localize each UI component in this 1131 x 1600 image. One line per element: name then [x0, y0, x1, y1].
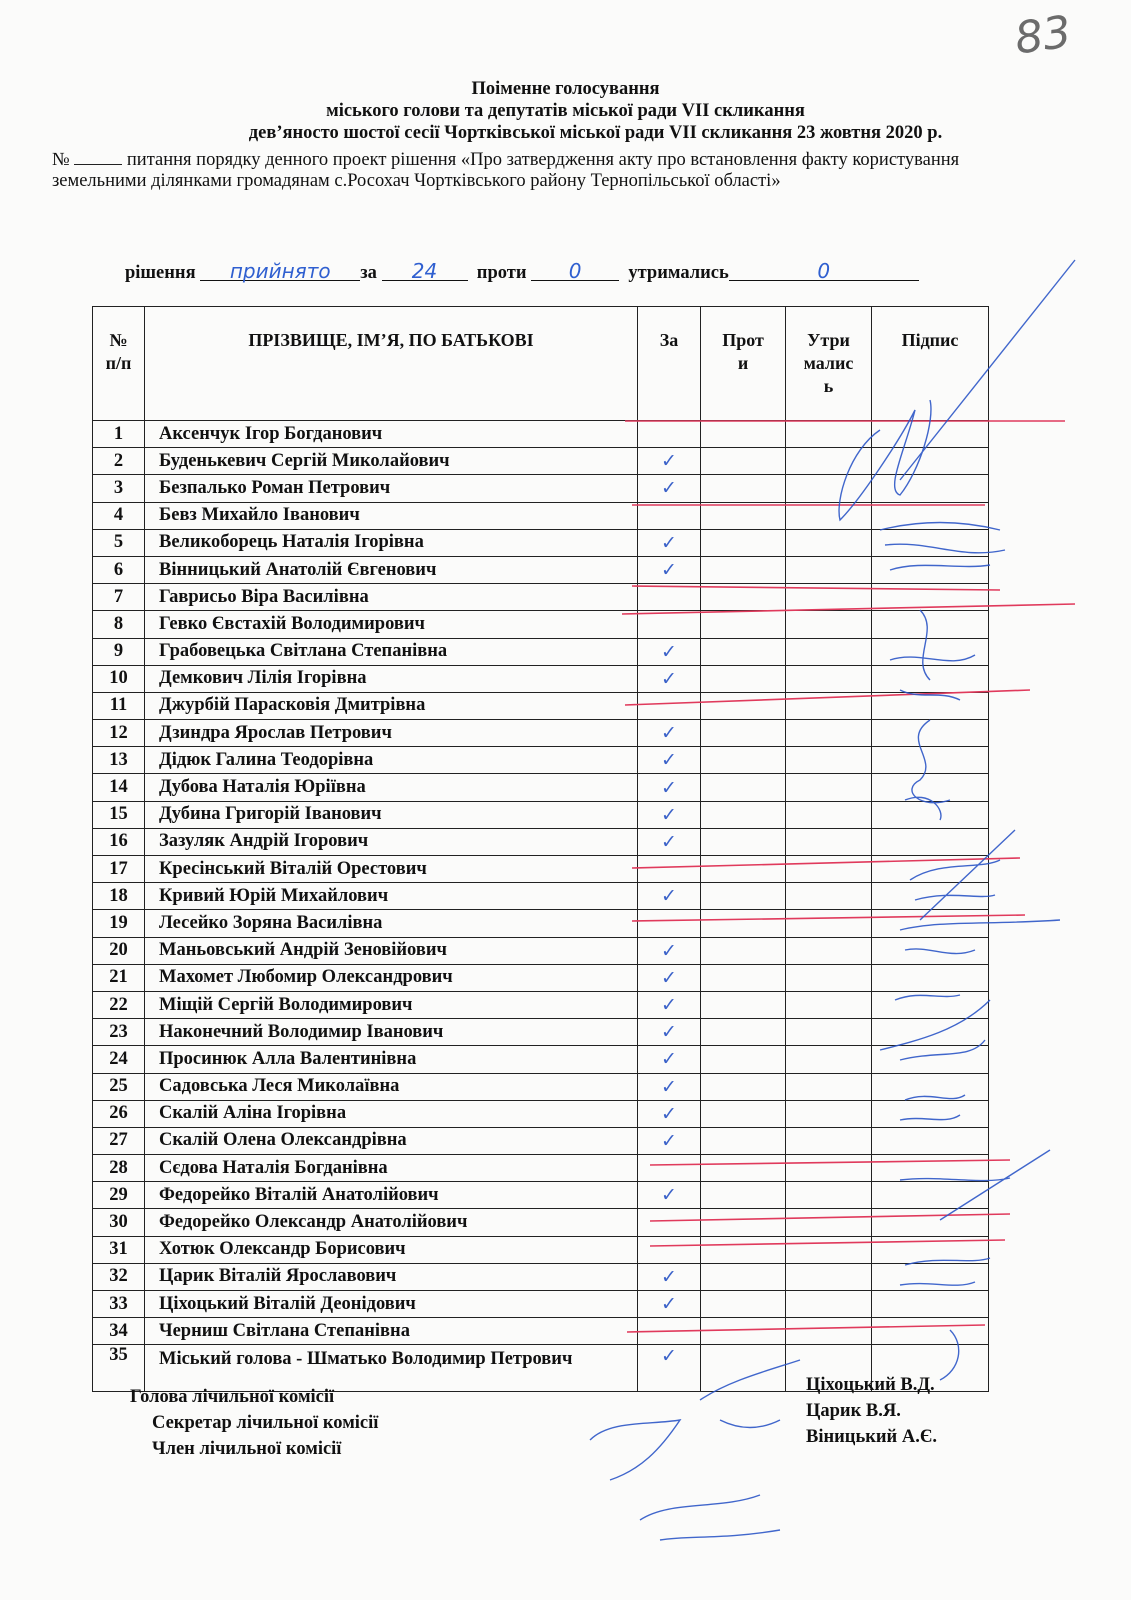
- vote-for: [638, 910, 701, 937]
- vote-for: ✓: [638, 1182, 701, 1209]
- vote-for: ✓: [638, 937, 701, 964]
- header-session: дев’яносто шостої сесії Чортківської міської ради VII скликання 23 жовтня 2020 р.: [248, 123, 943, 143]
- vote-against: [701, 611, 786, 638]
- abstained-label: утримались: [628, 263, 729, 283]
- table-row: [93, 856, 989, 883]
- vote-abstained: [786, 1155, 872, 1182]
- table-row: [93, 611, 989, 638]
- vote-for: ✓: [638, 720, 701, 747]
- abstained-count: 0: [729, 262, 919, 281]
- vote-abstained: [786, 1046, 872, 1073]
- header-against: Прот и: [701, 307, 786, 421]
- deputy-name: Хотюк Олександр Борисович: [145, 1236, 638, 1263]
- deputy-name: Міський голова - Шматько Володимир Петрович: [145, 1345, 638, 1392]
- signature-cell: [872, 828, 989, 855]
- vote-against: [701, 665, 786, 692]
- vote-for: ✓: [638, 774, 701, 801]
- signature-cell: [872, 1209, 989, 1236]
- deputy-name: Сєдова Наталія Богданівна: [145, 1155, 638, 1182]
- signature-cell: [872, 910, 989, 937]
- deputy-name: Дідюк Галина Теодорівна: [145, 747, 638, 774]
- signature-cell: [872, 529, 989, 556]
- signature-cell: [872, 937, 989, 964]
- deputy-name: Кривий Юрій Михайлович: [145, 883, 638, 910]
- member-name: Віницький А.Є.: [806, 1427, 937, 1447]
- vote-abstained: [786, 747, 872, 774]
- row-number: 14: [93, 774, 145, 801]
- deputy-name: Махомет Любомир Олександрович: [145, 964, 638, 991]
- signature-cell: [872, 801, 989, 828]
- deputy-name: Скалій Олена Олександрівна: [145, 1127, 638, 1154]
- deputy-name: Маньовський Андрій Зеновійович: [145, 937, 638, 964]
- row-number: 33: [93, 1291, 145, 1318]
- signature-cell: [872, 556, 989, 583]
- deputy-name: Вінницький Анатолій Євгенович: [145, 556, 638, 583]
- signature-cell: [872, 1046, 989, 1073]
- deputy-name: Кресінський Віталій Орестович: [145, 856, 638, 883]
- vote-abstained: [786, 1100, 872, 1127]
- deputy-name: Ціхоцький Віталій Деонідович: [145, 1291, 638, 1318]
- row-number: 7: [93, 584, 145, 611]
- row-number: 12: [93, 720, 145, 747]
- vote-against: [701, 774, 786, 801]
- vote-for: [638, 856, 701, 883]
- vote-abstained: [786, 774, 872, 801]
- vote-against: [701, 1100, 786, 1127]
- vote-abstained: [786, 883, 872, 910]
- vote-against: [701, 1263, 786, 1290]
- table-row: [93, 991, 989, 1018]
- for-count: 24: [382, 262, 468, 281]
- vote-against: [701, 1209, 786, 1236]
- header-name: ПРІЗВИЩЕ, ІМ’Я, ПО БАТЬКОВІ: [145, 307, 638, 421]
- vote-against: [701, 1155, 786, 1182]
- vote-abstained: [786, 665, 872, 692]
- deputy-name: Безпалько Роман Петрович: [145, 475, 638, 502]
- vote-abstained: [786, 502, 872, 529]
- row-number: 20: [93, 937, 145, 964]
- row-number: 35: [93, 1345, 145, 1392]
- agenda-prefix: №: [52, 150, 70, 170]
- vote-against: [701, 883, 786, 910]
- row-number: 1: [93, 421, 145, 448]
- vote-against: [701, 1073, 786, 1100]
- row-number: 29: [93, 1182, 145, 1209]
- signature-cell: [872, 448, 989, 475]
- vote-abstained: [786, 448, 872, 475]
- row-number: 9: [93, 638, 145, 665]
- table-row: [93, 774, 989, 801]
- signature-cell: [872, 856, 989, 883]
- vote-for: ✓: [638, 475, 701, 502]
- vote-against: [701, 1046, 786, 1073]
- vote-abstained: [786, 720, 872, 747]
- row-number: 27: [93, 1127, 145, 1154]
- header-subtitle: міського голови та депутатів міської ради VII скликання: [326, 101, 805, 121]
- signature-cell: [872, 584, 989, 611]
- vote-against: [701, 448, 786, 475]
- vote-abstained: [786, 937, 872, 964]
- table-row: [93, 556, 989, 583]
- deputy-name: Наконечний Володимир Іванович: [145, 1019, 638, 1046]
- vote-against: [701, 937, 786, 964]
- deputy-name: Буденькевич Сергій Миколайович: [145, 448, 638, 475]
- row-number: 3: [93, 475, 145, 502]
- table-row: [93, 1100, 989, 1127]
- vote-against: [701, 1182, 786, 1209]
- vote-for: ✓: [638, 1291, 701, 1318]
- vote-abstained: [786, 964, 872, 991]
- vote-for: [638, 611, 701, 638]
- vote-against: [701, 529, 786, 556]
- signature-cell: [872, 1019, 989, 1046]
- vote-for: ✓: [638, 828, 701, 855]
- row-number: 26: [93, 1100, 145, 1127]
- row-number: 19: [93, 910, 145, 937]
- row-number: 30: [93, 1209, 145, 1236]
- deputy-name: Міщій Сергій Володимирович: [145, 991, 638, 1018]
- row-number: 21: [93, 964, 145, 991]
- signature-cell: [872, 665, 989, 692]
- vote-for: ✓: [638, 1345, 701, 1392]
- vote-abstained: [786, 1019, 872, 1046]
- row-number: 10: [93, 665, 145, 692]
- signature-cell: [872, 1182, 989, 1209]
- vote-abstained: [786, 1073, 872, 1100]
- vote-against: [701, 991, 786, 1018]
- signature-cell: [872, 475, 989, 502]
- vote-abstained: [786, 421, 872, 448]
- row-number: 23: [93, 1019, 145, 1046]
- signature-cell: [872, 1318, 989, 1345]
- vote-for: ✓: [638, 556, 701, 583]
- table-row: [93, 421, 989, 448]
- signature-cell: [872, 1127, 989, 1154]
- decision-line: [125, 259, 1005, 284]
- vote-against: [701, 1236, 786, 1263]
- deputy-name: Просинюк Алла Валентинівна: [145, 1046, 638, 1073]
- table-header-row: [93, 307, 989, 421]
- vote-for: [638, 1155, 701, 1182]
- agenda-number-blank: [74, 150, 122, 165]
- vote-against: [701, 1291, 786, 1318]
- table-row: [93, 964, 989, 991]
- chair-label: Голова лічильної комісії: [130, 1387, 335, 1407]
- deputy-name: Великоборець Наталія Ігорівна: [145, 529, 638, 556]
- signature-cell: [872, 611, 989, 638]
- decision-value: прийнято: [200, 262, 360, 281]
- deputy-name: Дубина Григорій Іванович: [145, 801, 638, 828]
- against-count: 0: [531, 262, 619, 281]
- vote-for: ✓: [638, 638, 701, 665]
- signature-cell: [872, 502, 989, 529]
- deputy-name: Джурбій Парасковія Дмитрівна: [145, 692, 638, 719]
- table-row: [93, 1073, 989, 1100]
- vote-for: [638, 1209, 701, 1236]
- vote-against: [701, 964, 786, 991]
- deputy-name: Дубова Наталія Юріївна: [145, 774, 638, 801]
- vote-abstained: [786, 692, 872, 719]
- table-row: [93, 448, 989, 475]
- signature-cell: [872, 991, 989, 1018]
- vote-abstained: [786, 801, 872, 828]
- table-row: [93, 665, 989, 692]
- vote-abstained: [786, 1209, 872, 1236]
- signature-cell: [872, 1236, 989, 1263]
- vote-against: [701, 1318, 786, 1345]
- signature-cell: [872, 1291, 989, 1318]
- vote-for: [638, 584, 701, 611]
- table-row: [93, 801, 989, 828]
- vote-for: [638, 421, 701, 448]
- vote-abstained: [786, 1182, 872, 1209]
- signature-cell: [872, 720, 989, 747]
- vote-abstained: [786, 1236, 872, 1263]
- vote-for: ✓: [638, 1046, 701, 1073]
- vote-for: ✓: [638, 801, 701, 828]
- deputy-name: Скалій Аліна Ігорівна: [145, 1100, 638, 1127]
- table-row: [93, 638, 989, 665]
- signature-cell: [872, 964, 989, 991]
- vote-against: [701, 801, 786, 828]
- table-row: [93, 1318, 989, 1345]
- row-number: 5: [93, 529, 145, 556]
- vote-abstained: [786, 910, 872, 937]
- vote-for: ✓: [638, 1127, 701, 1154]
- vote-abstained: [786, 1263, 872, 1290]
- signature-cell: [872, 421, 989, 448]
- row-number: 2: [93, 448, 145, 475]
- table-row: [93, 692, 989, 719]
- vote-for: [638, 1236, 701, 1263]
- vote-for: ✓: [638, 529, 701, 556]
- vote-abstained: [786, 556, 872, 583]
- vote-for: ✓: [638, 1100, 701, 1127]
- against-label: проти: [476, 263, 527, 283]
- header-title: Поіменне голосування: [471, 79, 660, 99]
- row-number: 8: [93, 611, 145, 638]
- vote-abstained: [786, 1291, 872, 1318]
- signature-cell: [872, 1073, 989, 1100]
- member-label: Член лічильної комісії: [152, 1439, 342, 1459]
- vote-abstained: [786, 1318, 872, 1345]
- chair-name: Ціхоцький В.Д.: [806, 1375, 935, 1395]
- vote-against: [701, 1019, 786, 1046]
- vote-for: ✓: [638, 747, 701, 774]
- vote-against: [701, 475, 786, 502]
- table-row: [93, 1291, 989, 1318]
- vote-abstained: [786, 828, 872, 855]
- row-number: 17: [93, 856, 145, 883]
- vote-against: [701, 502, 786, 529]
- vote-table: [92, 306, 989, 1392]
- document-header: [0, 78, 1131, 144]
- table-row: [93, 1236, 989, 1263]
- vote-against: [701, 1127, 786, 1154]
- signature-cell: [872, 638, 989, 665]
- counting-commission: [130, 1384, 378, 1462]
- row-number: 16: [93, 828, 145, 855]
- deputy-name: Садовська Леся Миколаївна: [145, 1073, 638, 1100]
- agenda-text: питання порядку денного проект рішення «Про затвердження акту про встановлення факту користування земельними ділянками громадянам с.Росохач Чортківського району Тернопільської області»: [52, 150, 960, 191]
- vote-against: [701, 910, 786, 937]
- row-number: 18: [93, 883, 145, 910]
- vote-against: [701, 421, 786, 448]
- vote-for: ✓: [638, 1073, 701, 1100]
- deputy-name: Гевко Євстахій Володимирович: [145, 611, 638, 638]
- secretary-label: Секретар лічильної комісії: [152, 1413, 379, 1433]
- table-row: [93, 1209, 989, 1236]
- row-number: 32: [93, 1263, 145, 1290]
- deputy-name: Бевз Михайло Іванович: [145, 502, 638, 529]
- for-label: за: [360, 263, 377, 283]
- row-number: 28: [93, 1155, 145, 1182]
- row-number: 25: [93, 1073, 145, 1100]
- vote-abstained: [786, 856, 872, 883]
- vote-against: [701, 856, 786, 883]
- vote-against: [701, 584, 786, 611]
- header-number: № п/п: [93, 307, 145, 421]
- row-number: 11: [93, 692, 145, 719]
- table-row: [93, 529, 989, 556]
- deputy-name: Гаврисьо Віра Василівна: [145, 584, 638, 611]
- row-number: 6: [93, 556, 145, 583]
- vote-for: ✓: [638, 883, 701, 910]
- header-signature: Підпис: [872, 307, 989, 421]
- vote-against: [701, 638, 786, 665]
- signature-cell: [872, 774, 989, 801]
- vote-against: [701, 720, 786, 747]
- vote-against: [701, 692, 786, 719]
- page-number-handwritten: 83: [1011, 6, 1075, 65]
- vote-against: [701, 1345, 786, 1392]
- table-row: [93, 1182, 989, 1209]
- vote-for: ✓: [638, 991, 701, 1018]
- signature-cell: [872, 1100, 989, 1127]
- commission-members: [806, 1372, 937, 1450]
- vote-abstained: [786, 584, 872, 611]
- table-row: [93, 937, 989, 964]
- row-number: 15: [93, 801, 145, 828]
- vote-for: ✓: [638, 1263, 701, 1290]
- vote-abstained: [786, 1127, 872, 1154]
- table-row: [93, 1019, 989, 1046]
- table-row: [93, 475, 989, 502]
- row-number: 22: [93, 991, 145, 1018]
- deputy-name: Лесейко Зоряна Василівна: [145, 910, 638, 937]
- row-number: 31: [93, 1236, 145, 1263]
- table-row: [93, 883, 989, 910]
- vote-against: [701, 556, 786, 583]
- header-for: За: [638, 307, 701, 421]
- vote-for: [638, 502, 701, 529]
- vote-for: [638, 692, 701, 719]
- table-row: [93, 828, 989, 855]
- vote-against: [701, 828, 786, 855]
- signature-cell: [872, 883, 989, 910]
- table-row: [93, 502, 989, 529]
- decision-label: рішення: [125, 263, 196, 283]
- deputy-name: Грабовецька Світлана Степанівна: [145, 638, 638, 665]
- vote-abstained: [786, 991, 872, 1018]
- table-row: [93, 1263, 989, 1290]
- row-number: 24: [93, 1046, 145, 1073]
- table-row: [93, 1155, 989, 1182]
- deputy-name: Царик Віталій Ярославович: [145, 1263, 638, 1290]
- deputy-name: Демкович Лілія Ігорівна: [145, 665, 638, 692]
- vote-abstained: [786, 529, 872, 556]
- vote-for: [638, 1318, 701, 1345]
- secretary-name: Царик В.Я.: [806, 1401, 901, 1421]
- vote-for: ✓: [638, 665, 701, 692]
- signature-cell: [872, 1263, 989, 1290]
- vote-for: ✓: [638, 964, 701, 991]
- vote-abstained: [786, 638, 872, 665]
- vote-for: ✓: [638, 1019, 701, 1046]
- deputy-name: Федорейко Олександр Анатолійович: [145, 1209, 638, 1236]
- vote-against: [701, 747, 786, 774]
- deputy-name: Зазуляк Андрій Ігорович: [145, 828, 638, 855]
- table-row: [93, 584, 989, 611]
- deputy-name: Дзиндра Ярослав Петрович: [145, 720, 638, 747]
- header-abstained: Утри малис ь: [786, 307, 872, 421]
- row-number: 4: [93, 502, 145, 529]
- table-row: [93, 720, 989, 747]
- table-row: [93, 747, 989, 774]
- deputy-name: Аксенчук Ігор Богданович: [145, 421, 638, 448]
- agenda-item: [52, 150, 1042, 192]
- vote-abstained: [786, 611, 872, 638]
- row-number: 13: [93, 747, 145, 774]
- deputy-name: Черниш Світлана Степанівна: [145, 1318, 638, 1345]
- signature-cell: [872, 747, 989, 774]
- table-row: [93, 1127, 989, 1154]
- table-row: [93, 910, 989, 937]
- vote-abstained: [786, 475, 872, 502]
- deputy-name: Федорейко Віталій Анатолійович: [145, 1182, 638, 1209]
- signature-cell: [872, 692, 989, 719]
- signature-stroke: [640, 1495, 780, 1540]
- table-row: [93, 1046, 989, 1073]
- vote-for: ✓: [638, 448, 701, 475]
- row-number: 34: [93, 1318, 145, 1345]
- signature-cell: [872, 1155, 989, 1182]
